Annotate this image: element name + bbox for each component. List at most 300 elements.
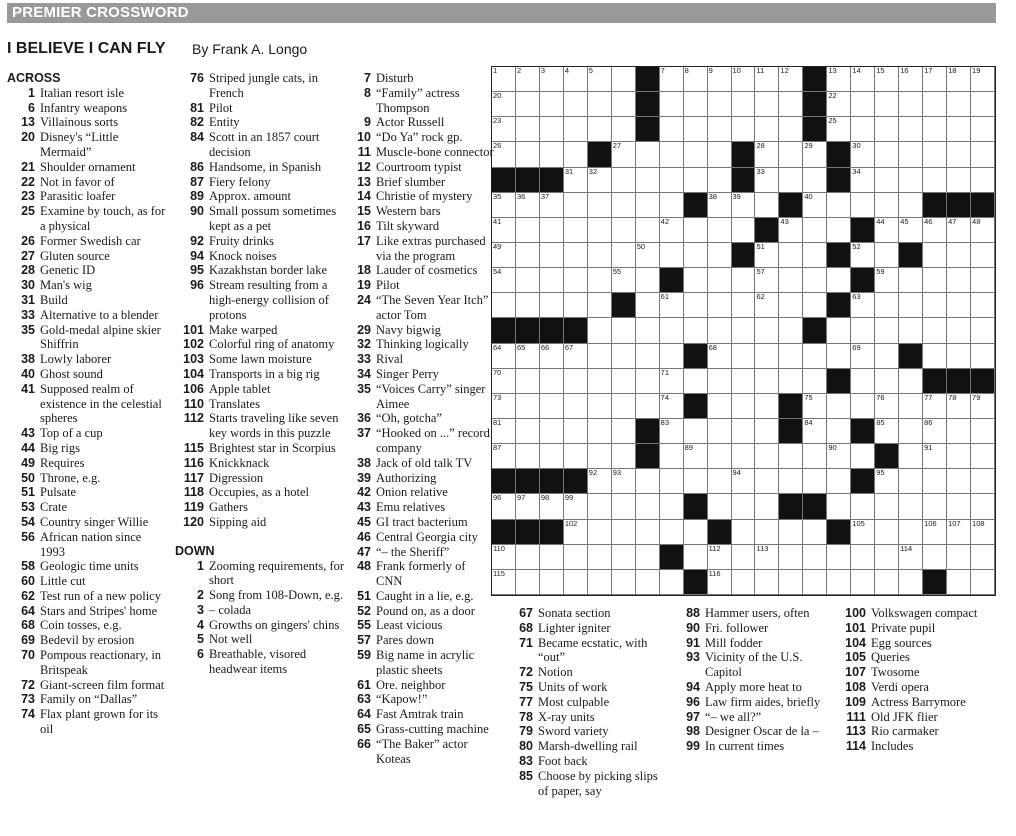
grid-cell[interactable] [540, 268, 564, 293]
grid-cell[interactable] [516, 193, 540, 218]
grid-cell[interactable] [564, 419, 588, 444]
grid-cell[interactable] [636, 293, 660, 318]
grid-cell[interactable] [875, 92, 899, 117]
grid-cell[interactable] [875, 293, 899, 318]
clue-item[interactable] [676, 621, 836, 636]
grid-cell[interactable] [971, 243, 995, 268]
clue-item[interactable] [7, 574, 167, 589]
clue-item[interactable] [350, 707, 495, 722]
grid-cell[interactable] [971, 293, 995, 318]
grid-cell[interactable] [947, 243, 971, 268]
grid-cell[interactable] [827, 67, 851, 92]
grid-cell[interactable] [660, 67, 684, 92]
clue-item[interactable] [350, 367, 495, 382]
clue-item[interactable] [840, 739, 1000, 754]
clue-item[interactable] [7, 160, 167, 175]
clue-item[interactable] [7, 189, 167, 204]
clue-item[interactable] [350, 145, 495, 160]
grid-cell[interactable] [636, 142, 660, 167]
grid-cell[interactable] [492, 67, 516, 92]
grid-cell[interactable] [540, 369, 564, 394]
grid-cell[interactable] [779, 318, 803, 343]
grid-cell[interactable] [660, 570, 684, 595]
grid-cell[interactable] [923, 67, 947, 92]
grid-cell[interactable] [708, 243, 732, 268]
grid-cell[interactable] [971, 344, 995, 369]
grid-cell[interactable] [660, 469, 684, 494]
grid-cell[interactable] [851, 92, 875, 117]
clue-item[interactable] [509, 695, 669, 710]
grid-cell[interactable] [732, 469, 756, 494]
grid-cell[interactable] [851, 520, 875, 545]
grid-cell[interactable] [875, 394, 899, 419]
clue-item[interactable] [350, 71, 495, 86]
grid-cell[interactable] [588, 268, 612, 293]
grid-cell[interactable] [564, 67, 588, 92]
clue-item[interactable] [350, 633, 495, 648]
grid-cell[interactable] [612, 520, 636, 545]
grid-cell[interactable] [516, 545, 540, 570]
grid-cell[interactable] [708, 394, 732, 419]
grid-cell[interactable] [947, 92, 971, 117]
grid-cell[interactable] [564, 168, 588, 193]
grid-cell[interactable] [779, 92, 803, 117]
clue-item[interactable] [676, 710, 836, 725]
grid-cell[interactable] [755, 570, 779, 595]
grid-cell[interactable] [755, 444, 779, 469]
grid-cell[interactable] [803, 218, 827, 243]
grid-cell[interactable] [827, 419, 851, 444]
grid-cell[interactable] [923, 545, 947, 570]
clue-item[interactable] [175, 500, 345, 515]
grid-cell[interactable] [540, 494, 564, 519]
clue-item[interactable] [350, 426, 495, 456]
clue-item[interactable] [7, 692, 167, 707]
clue-item[interactable] [840, 650, 1000, 665]
grid-cell[interactable] [516, 394, 540, 419]
grid-cell[interactable] [779, 344, 803, 369]
grid-cell[interactable] [851, 369, 875, 394]
grid-cell[interactable] [923, 419, 947, 444]
clue-item[interactable] [840, 710, 1000, 725]
grid-cell[interactable] [923, 444, 947, 469]
clue-item[interactable] [350, 204, 495, 219]
grid-cell[interactable] [732, 570, 756, 595]
clue-item[interactable] [175, 115, 345, 130]
grid-cell[interactable] [899, 469, 923, 494]
grid-cell[interactable] [755, 243, 779, 268]
grid-cell[interactable] [516, 243, 540, 268]
grid-cell[interactable] [947, 117, 971, 142]
grid-cell[interactable] [684, 168, 708, 193]
grid-cell[interactable] [708, 318, 732, 343]
grid-cell[interactable] [851, 67, 875, 92]
clue-item[interactable] [350, 500, 495, 515]
grid-cell[interactable] [492, 142, 516, 167]
grid-cell[interactable] [755, 494, 779, 519]
grid-cell[interactable] [851, 570, 875, 595]
grid-cell[interactable] [875, 520, 899, 545]
grid-cell[interactable] [971, 469, 995, 494]
grid-cell[interactable] [923, 117, 947, 142]
grid-cell[interactable] [755, 168, 779, 193]
grid-cell[interactable] [636, 318, 660, 343]
grid-cell[interactable] [899, 268, 923, 293]
clue-item[interactable] [350, 559, 495, 589]
grid-cell[interactable] [947, 268, 971, 293]
grid-cell[interactable] [540, 394, 564, 419]
grid-cell[interactable] [923, 92, 947, 117]
grid-cell[interactable] [588, 520, 612, 545]
grid-cell[interactable] [875, 218, 899, 243]
grid-cell[interactable] [923, 344, 947, 369]
grid-cell[interactable] [875, 142, 899, 167]
grid-cell[interactable] [827, 494, 851, 519]
grid-cell[interactable] [947, 344, 971, 369]
clue-item[interactable] [509, 680, 669, 695]
grid-cell[interactable] [923, 394, 947, 419]
grid-cell[interactable] [516, 293, 540, 318]
grid-cell[interactable] [947, 394, 971, 419]
grid-cell[interactable] [516, 92, 540, 117]
grid-cell[interactable] [612, 545, 636, 570]
grid-cell[interactable] [755, 394, 779, 419]
clue-item[interactable] [350, 618, 495, 633]
grid-cell[interactable] [827, 318, 851, 343]
grid-cell[interactable] [803, 268, 827, 293]
grid-cell[interactable] [516, 419, 540, 444]
grid-cell[interactable] [636, 268, 660, 293]
grid-cell[interactable] [875, 369, 899, 394]
grid-cell[interactable] [899, 168, 923, 193]
clue-item[interactable] [175, 367, 345, 382]
clue-item[interactable] [175, 603, 345, 618]
grid-cell[interactable] [755, 293, 779, 318]
grid-cell[interactable] [636, 344, 660, 369]
grid-cell[interactable] [732, 67, 756, 92]
grid-cell[interactable] [684, 268, 708, 293]
grid-cell[interactable] [779, 142, 803, 167]
grid-cell[interactable] [588, 193, 612, 218]
clue-item[interactable] [175, 441, 345, 456]
grid-cell[interactable] [564, 570, 588, 595]
grid-cell[interactable] [923, 142, 947, 167]
grid-cell[interactable] [851, 142, 875, 167]
grid-cell[interactable] [947, 218, 971, 243]
grid-cell[interactable] [636, 369, 660, 394]
grid-cell[interactable] [803, 469, 827, 494]
clue-item[interactable] [350, 485, 495, 500]
grid-cell[interactable] [899, 67, 923, 92]
clue-item[interactable] [175, 249, 345, 264]
grid-cell[interactable] [684, 545, 708, 570]
clue-item[interactable] [7, 456, 167, 471]
grid-cell[interactable] [564, 545, 588, 570]
grid-cell[interactable] [588, 67, 612, 92]
grid-cell[interactable] [875, 570, 899, 595]
grid-cell[interactable] [827, 268, 851, 293]
clue-item[interactable] [350, 382, 495, 412]
grid-cell[interactable] [492, 92, 516, 117]
grid-cell[interactable] [971, 570, 995, 595]
grid-cell[interactable] [612, 369, 636, 394]
clue-item[interactable] [350, 234, 495, 264]
grid-cell[interactable] [779, 570, 803, 595]
clue-item[interactable] [7, 441, 167, 456]
grid-cell[interactable] [684, 218, 708, 243]
grid-cell[interactable] [588, 469, 612, 494]
grid-cell[interactable] [875, 168, 899, 193]
grid-cell[interactable] [660, 168, 684, 193]
grid-cell[interactable] [779, 444, 803, 469]
grid-cell[interactable] [516, 444, 540, 469]
grid-cell[interactable] [564, 268, 588, 293]
grid-cell[interactable] [755, 92, 779, 117]
grid-cell[interactable] [755, 318, 779, 343]
grid-cell[interactable] [755, 344, 779, 369]
clue-item[interactable] [7, 234, 167, 249]
grid-cell[interactable] [588, 369, 612, 394]
grid-cell[interactable] [899, 494, 923, 519]
grid-cell[interactable] [803, 369, 827, 394]
grid-cell[interactable] [540, 444, 564, 469]
clue-item[interactable] [175, 204, 345, 234]
clue-item[interactable] [840, 695, 1000, 710]
grid-cell[interactable] [708, 369, 732, 394]
clue-item[interactable] [7, 115, 167, 130]
grid-cell[interactable] [779, 545, 803, 570]
grid-cell[interactable] [827, 344, 851, 369]
clue-item[interactable] [840, 680, 1000, 695]
grid-cell[interactable] [612, 268, 636, 293]
clue-item[interactable] [7, 293, 167, 308]
clue-item[interactable] [350, 86, 495, 116]
grid-cell[interactable] [708, 142, 732, 167]
clue-item[interactable] [840, 636, 1000, 651]
clue-item[interactable] [175, 263, 345, 278]
grid-cell[interactable] [875, 318, 899, 343]
grid-cell[interactable] [660, 218, 684, 243]
grid-cell[interactable] [612, 419, 636, 444]
clue-item[interactable] [350, 411, 495, 426]
grid-cell[interactable] [636, 168, 660, 193]
clue-item[interactable] [7, 352, 167, 367]
clue-item[interactable] [7, 86, 167, 101]
grid-cell[interactable] [947, 293, 971, 318]
grid-cell[interactable] [971, 168, 995, 193]
grid-cell[interactable] [923, 293, 947, 318]
grid-cell[interactable] [803, 570, 827, 595]
grid-cell[interactable] [492, 394, 516, 419]
clue-item[interactable] [7, 678, 167, 693]
grid-cell[interactable] [851, 318, 875, 343]
clue-item[interactable] [7, 263, 167, 278]
clue-item[interactable] [7, 515, 167, 530]
clue-item[interactable] [350, 219, 495, 234]
grid-cell[interactable] [755, 117, 779, 142]
grid-cell[interactable] [755, 469, 779, 494]
clue-item[interactable] [676, 739, 836, 754]
clue-item[interactable] [7, 367, 167, 382]
grid-cell[interactable] [875, 419, 899, 444]
grid-cell[interactable] [827, 545, 851, 570]
grid-cell[interactable] [971, 318, 995, 343]
clue-item[interactable] [7, 589, 167, 604]
grid-cell[interactable] [612, 117, 636, 142]
grid-cell[interactable] [660, 344, 684, 369]
clue-item[interactable] [175, 130, 345, 160]
clue-item[interactable] [175, 515, 345, 530]
grid-cell[interactable] [516, 369, 540, 394]
clue-item[interactable] [350, 278, 495, 293]
grid-cell[interactable] [827, 117, 851, 142]
grid-cell[interactable] [660, 419, 684, 444]
grid-cell[interactable] [971, 520, 995, 545]
grid-cell[interactable] [516, 142, 540, 167]
grid-cell[interactable] [540, 142, 564, 167]
clue-item[interactable] [175, 189, 345, 204]
grid-cell[interactable] [660, 117, 684, 142]
grid-cell[interactable] [564, 117, 588, 142]
grid-cell[interactable] [612, 318, 636, 343]
grid-cell[interactable] [588, 545, 612, 570]
grid-cell[interactable] [660, 520, 684, 545]
grid-cell[interactable] [779, 293, 803, 318]
grid-cell[interactable] [827, 469, 851, 494]
clue-item[interactable] [175, 485, 345, 500]
grid-cell[interactable] [708, 570, 732, 595]
clue-item[interactable] [175, 588, 345, 603]
clue-item[interactable] [840, 621, 1000, 636]
grid-cell[interactable] [588, 92, 612, 117]
grid-cell[interactable] [492, 419, 516, 444]
grid-cell[interactable] [636, 520, 660, 545]
grid-cell[interactable] [899, 293, 923, 318]
clue-item[interactable] [350, 722, 495, 737]
grid-cell[interactable] [708, 67, 732, 92]
grid-cell[interactable] [851, 293, 875, 318]
grid-cell[interactable] [732, 117, 756, 142]
clue-item[interactable] [7, 485, 167, 500]
grid-cell[interactable] [588, 293, 612, 318]
grid-cell[interactable] [732, 419, 756, 444]
grid-cell[interactable] [588, 344, 612, 369]
grid-cell[interactable] [947, 570, 971, 595]
grid-cell[interactable] [875, 494, 899, 519]
grid-cell[interactable] [588, 494, 612, 519]
grid-cell[interactable] [755, 67, 779, 92]
clue-item[interactable] [509, 710, 669, 725]
grid-cell[interactable] [732, 520, 756, 545]
grid-cell[interactable] [660, 494, 684, 519]
grid-cell[interactable] [875, 344, 899, 369]
grid-cell[interactable] [540, 419, 564, 444]
clue-item[interactable] [7, 530, 167, 560]
grid-cell[interactable] [612, 344, 636, 369]
grid-cell[interactable] [516, 117, 540, 142]
grid-cell[interactable] [875, 117, 899, 142]
grid-cell[interactable] [971, 67, 995, 92]
grid-cell[interactable] [779, 117, 803, 142]
grid-cell[interactable] [708, 117, 732, 142]
grid-cell[interactable] [492, 218, 516, 243]
clue-item[interactable] [350, 604, 495, 619]
grid-cell[interactable] [732, 369, 756, 394]
clue-item[interactable] [7, 500, 167, 515]
grid-cell[interactable] [875, 469, 899, 494]
grid-cell[interactable] [492, 117, 516, 142]
grid-cell[interactable] [516, 494, 540, 519]
grid-cell[interactable] [923, 168, 947, 193]
clue-item[interactable] [350, 337, 495, 352]
grid-cell[interactable] [708, 268, 732, 293]
grid-cell[interactable] [660, 444, 684, 469]
grid-cell[interactable] [564, 494, 588, 519]
grid-cell[interactable] [612, 218, 636, 243]
clue-item[interactable] [676, 695, 836, 710]
clue-item[interactable] [7, 249, 167, 264]
grid-cell[interactable] [803, 168, 827, 193]
grid-cell[interactable] [899, 142, 923, 167]
grid-cell[interactable] [708, 545, 732, 570]
grid-cell[interactable] [971, 92, 995, 117]
grid-cell[interactable] [732, 545, 756, 570]
grid-cell[interactable] [708, 494, 732, 519]
grid-cell[interactable] [755, 520, 779, 545]
grid-cell[interactable] [660, 142, 684, 167]
clue-item[interactable] [350, 293, 495, 323]
clue-item[interactable] [7, 382, 167, 426]
grid-cell[interactable] [588, 419, 612, 444]
grid-cell[interactable] [923, 218, 947, 243]
grid-cell[interactable] [636, 494, 660, 519]
clue-item[interactable] [350, 456, 495, 471]
grid-cell[interactable] [588, 168, 612, 193]
grid-cell[interactable] [684, 419, 708, 444]
clue-item[interactable] [509, 636, 669, 666]
grid-cell[interactable] [492, 545, 516, 570]
grid-cell[interactable] [899, 117, 923, 142]
grid-cell[interactable] [923, 318, 947, 343]
grid-cell[interactable] [540, 243, 564, 268]
grid-cell[interactable] [779, 243, 803, 268]
grid-cell[interactable] [708, 293, 732, 318]
clue-item[interactable] [175, 632, 345, 647]
grid-cell[interactable] [612, 494, 636, 519]
grid-cell[interactable] [779, 67, 803, 92]
grid-cell[interactable] [803, 419, 827, 444]
grid-cell[interactable] [899, 394, 923, 419]
grid-cell[interactable] [971, 268, 995, 293]
clue-item[interactable] [7, 308, 167, 323]
clue-item[interactable] [7, 633, 167, 648]
grid-cell[interactable] [636, 218, 660, 243]
grid-cell[interactable] [899, 570, 923, 595]
grid-cell[interactable] [803, 545, 827, 570]
clue-item[interactable] [350, 471, 495, 486]
grid-cell[interactable] [588, 117, 612, 142]
grid-cell[interactable] [755, 193, 779, 218]
grid-cell[interactable] [564, 193, 588, 218]
grid-cell[interactable] [588, 444, 612, 469]
grid-cell[interactable] [923, 469, 947, 494]
grid-cell[interactable] [732, 293, 756, 318]
grid-cell[interactable] [588, 218, 612, 243]
crossword-grid[interactable] [491, 66, 996, 596]
grid-cell[interactable] [851, 168, 875, 193]
grid-cell[interactable] [516, 268, 540, 293]
grid-cell[interactable] [899, 218, 923, 243]
